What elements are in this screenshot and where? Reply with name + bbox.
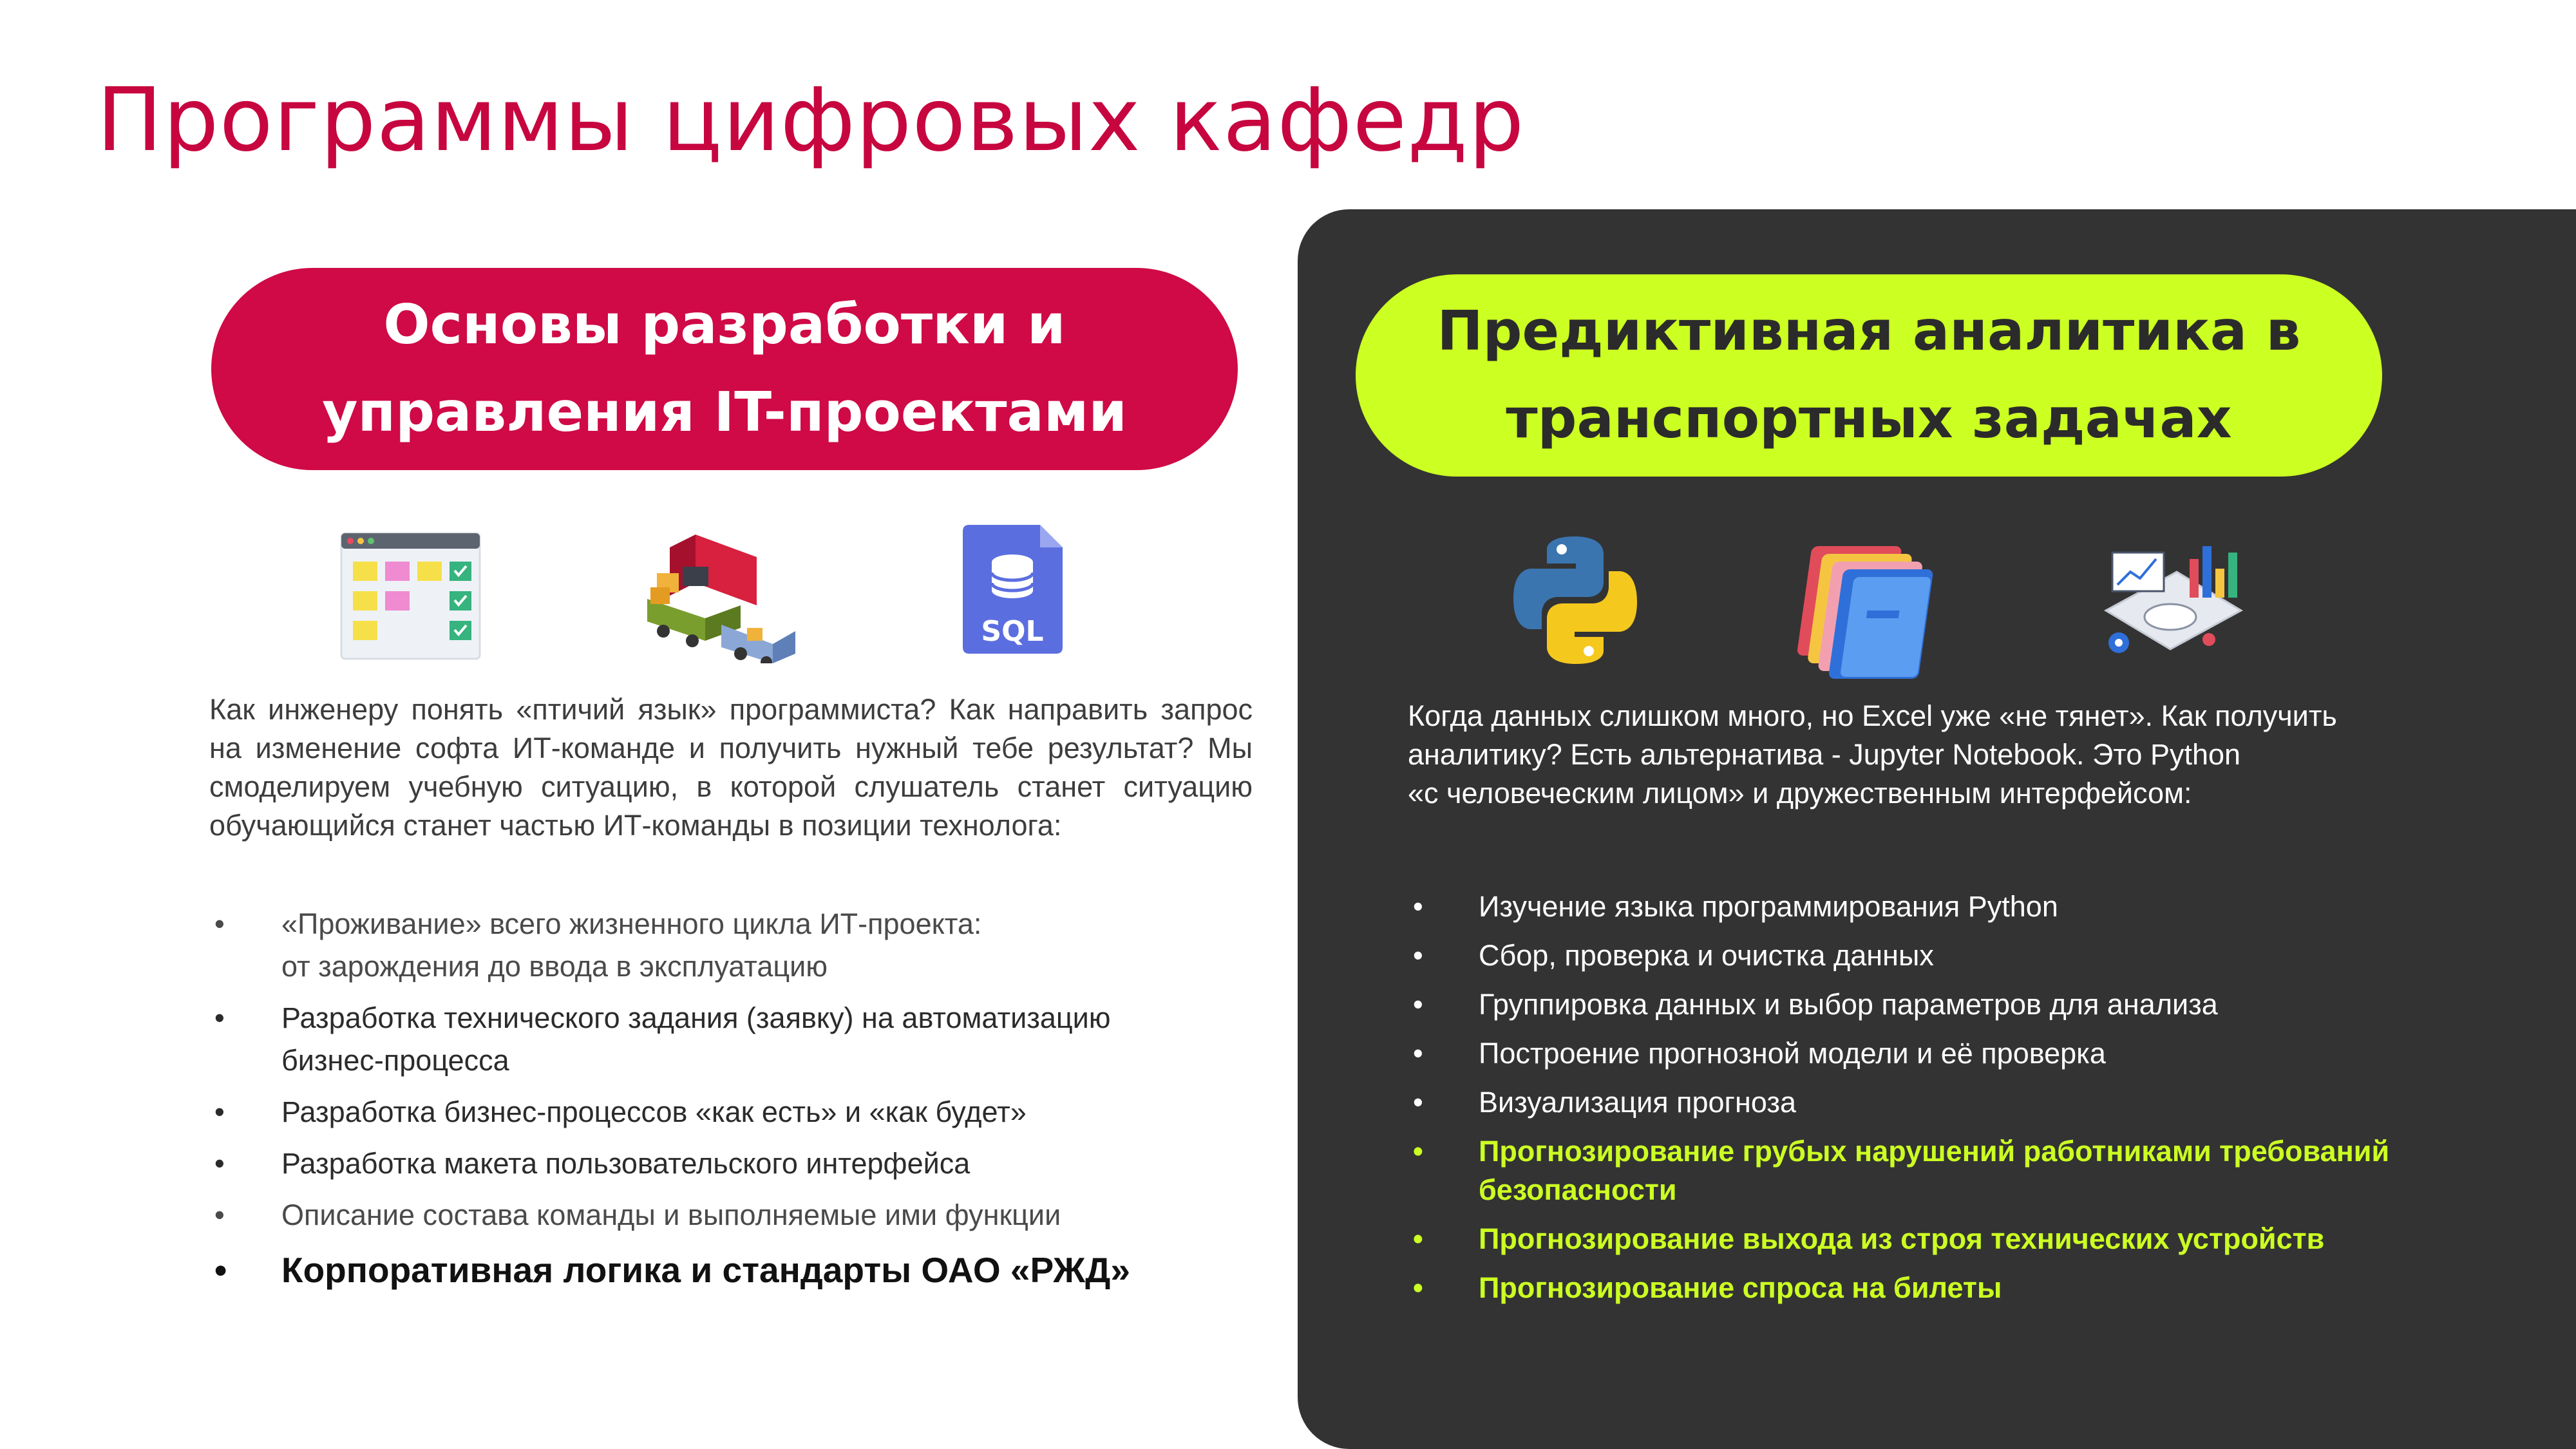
list-item: • Описание состава команды и выполняемые ими функции [209,1194,1265,1236]
sql-label: SQL [981,615,1044,648]
left-heading-line1: Основы разработки и [383,293,1066,357]
list-item: • Группировка данных и выбор параметров для анализа [1408,985,2412,1024]
list-item-highlight: • Прогнозирование выхода из строя технических устройств [1408,1220,2412,1258]
left-heading-line2: управления IT-проектами [322,381,1127,444]
left-program-heading [211,268,1238,470]
list-item-highlight: • Прогнозирование грубых нарушений работниками требований безопасности [1408,1132,2412,1209]
right-intro-text: Когда данных слишком много, но Excel уже «не тянет». Как получить аналитику? Есть альтернатива - Jupyter Notebook. Это Python «с человеческим лицом» и дружественным интерфейсом: [1408,699,2337,810]
list-item: • «Проживание» всего жизненного цикла ИТ-проекта: от зарождения до ввода в эксплуатацию [209,903,1265,988]
list-item: • Сбор, проверка и очистка данных [1408,936,2412,975]
logistics-trucks-icon [647,535,795,663]
right-icons-row [1501,527,2273,681]
list-item: • Визуализация прогноза [1408,1083,2412,1122]
list-item-highlight: • Прогнозирование спроса на билеты [1408,1269,2412,1307]
right-topics-list [1408,887,2412,1318]
analytics-dashboard-icon [2106,546,2241,653]
kanban-board-icon [341,533,480,659]
right-heading-line2: транспортных задачах [1506,387,2232,451]
list-item: • Разработка макета пользовательского интерфейса [209,1142,1265,1185]
list-item: • Изучение языка программирования Python [1408,887,2412,926]
left-topics-list [209,903,1265,1303]
right-heading-line1: Предиктивная аналитика в [1437,299,2301,363]
folders-icon [1794,546,1937,679]
sql-file-icon [963,525,1063,654]
left-intro-text: Как инженеру понять «птичий язык» программиста? Как направить запрос на изменение софта ИТ-команде и получить нужный тебе результат? Мы смоделируем учебную ситуацию, в которой слушатель станет ситуацию обучающийся станет частью ИТ-команды в позиции технолога: [209,693,1253,842]
list-item-highlight: • Корпоративная логика и стандарты ОАО «РЖД» [209,1245,1265,1294]
right-program-heading [1356,274,2382,477]
python-logo-icon [1513,536,1637,664]
list-item: • Разработка технического задания (заявку) на автоматизацию бизнес-процесса [209,997,1265,1082]
left-icons-row [335,522,1088,663]
list-item: • Разработка бизнес-процессов «как есть» и «как будет» [209,1091,1265,1133]
page-title: Программы цифровых кафедр [97,70,1525,171]
list-item: • Построение прогнозной модели и её проверка [1408,1034,2412,1073]
